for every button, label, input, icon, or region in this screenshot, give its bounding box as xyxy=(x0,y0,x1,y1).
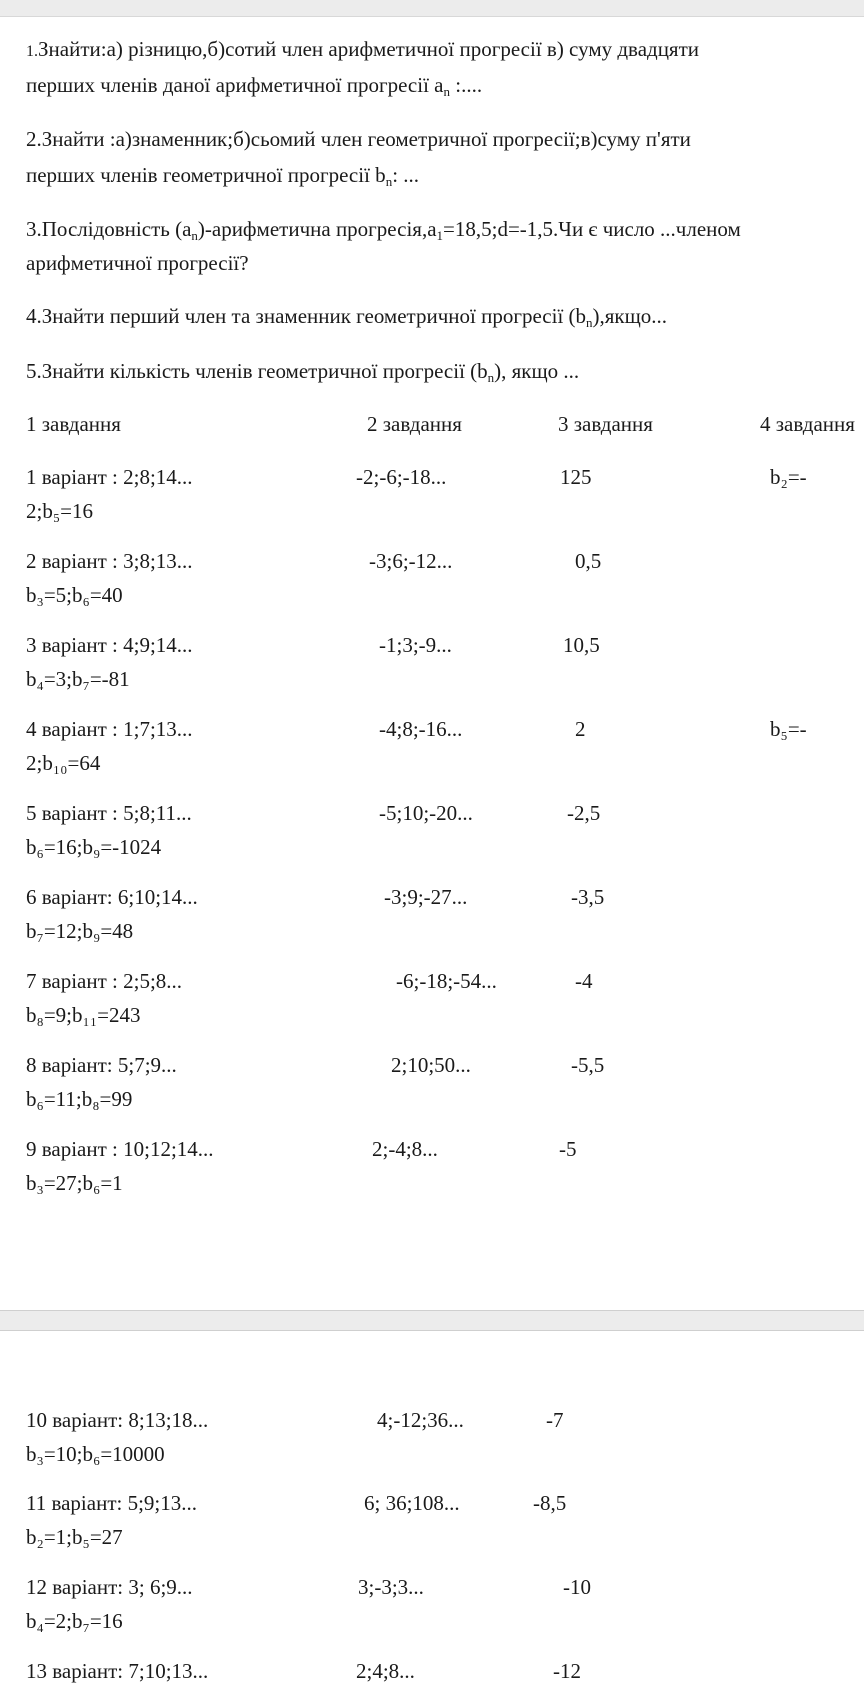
variant-5-task2: -5;10;-20... xyxy=(379,801,473,825)
variant-3-task4: b₄=3;b₇=-81 xyxy=(26,667,130,691)
variant-9-task4: b₃=27;b₆=1 xyxy=(26,1171,123,1195)
variant-10-task3: -7 xyxy=(546,1408,564,1432)
variant-6-task4: b₇=12;b₉=48 xyxy=(26,919,134,943)
variant-12-task4: b₄=2;b₇=16 xyxy=(26,1609,123,1633)
variant-2-task2: -3;6;-12... xyxy=(369,549,453,573)
variant-4-task4-b: 2;b₁₀=64 xyxy=(26,751,101,775)
header-task-3: 3 завдання xyxy=(558,412,653,436)
variant-12-task2: 3;-3;3... xyxy=(358,1575,424,1599)
variant-9-label: 9 варіант : 10;12;14... xyxy=(26,1137,214,1161)
variant-8-task4: b₆=11;b₈=99 xyxy=(26,1087,133,1111)
variant-5-task3: -2,5 xyxy=(567,801,601,825)
variant-2-task4: b₃=5;b₆=40 xyxy=(26,583,123,607)
variant-9-task2: 2;-4;8... xyxy=(372,1137,438,1161)
variant-1-task3: 125 xyxy=(560,465,592,489)
variant-11-task4: b₂=1;b₅=27 xyxy=(26,1525,123,1549)
variant-13-task2: 2;4;8... xyxy=(356,1659,415,1683)
variant-1-task2: -2;-6;-18... xyxy=(356,465,447,489)
variant-2-label: 2 варіант : 3;8;13... xyxy=(26,549,193,573)
variant-11-task3: -8,5 xyxy=(533,1491,567,1515)
variant-12-label: 12 варіант: 3; 6;9... xyxy=(26,1575,193,1599)
variant-12-task3: -10 xyxy=(563,1575,591,1599)
variant-4-task2: -4;8;-16... xyxy=(379,717,463,741)
variant-13-label: 13 варіант: 7;10;13... xyxy=(26,1659,209,1683)
variant-6-task2: -3;9;-27... xyxy=(384,885,468,909)
task-1-line-2: перших членів даної арифметичної прогресії $a_n$ :.... xyxy=(26,73,483,99)
task-2-line-2: перших членів геометричної прогресії $b_n$: ... xyxy=(26,163,420,189)
variant-4-task3: 2 xyxy=(575,717,586,741)
variant-10-task2: 4;-12;36... xyxy=(377,1408,464,1432)
variant-10-label: 10 варіант: 8;13;18... xyxy=(26,1408,209,1432)
header-task-1: 1 завдання xyxy=(26,412,121,436)
variant-2-task3: 0,5 xyxy=(575,549,602,573)
variant-8-task3: -5,5 xyxy=(571,1053,605,1077)
variant-7-task4: b₈=9;b₁₁=243 xyxy=(26,1003,141,1027)
variant-8-label: 8 варіант: 5;7;9... xyxy=(26,1053,177,1077)
task-5: 5.Знайти кількість членів геометричної прогресії $(b_n)$, якщо ... xyxy=(26,359,580,385)
task-3-line-1: 3.Послідовність $(a_n)$-арифметична $прогресія,a_1=18,5;d=-1,5.Чи$ є число ...членом xyxy=(26,217,741,243)
variant-6-task3: -3,5 xyxy=(571,885,605,909)
variant-3-label: 3 варіант : 4;9;14... xyxy=(26,633,193,657)
variant-7-label: 7 варіант : 2;5;8... xyxy=(26,969,183,993)
variant-1-task4-a: b₂=- xyxy=(770,465,807,489)
page-break xyxy=(0,1310,864,1331)
page-top-edge xyxy=(0,0,864,17)
variant-9-task3: -5 xyxy=(559,1137,577,1161)
task-2-line-1: 2.Знайти :а)знаменник;б)сьомий член геометричної прогресії;в)суму п'яти xyxy=(26,127,691,151)
variant-1-label: 1 варіант : 2;8;14... xyxy=(26,465,193,489)
header-task-2: 2 завдання xyxy=(367,412,462,436)
variant-4-label: 4 варіант : 1;7;13... xyxy=(26,717,193,741)
header-task-4: 4 завдання xyxy=(760,412,855,436)
variant-5-task4: b₆=16;b₉=-1024 xyxy=(26,835,162,859)
variant-7-task2: -6;-18;-54... xyxy=(396,969,497,993)
variant-11-label: 11 варіант: 5;9;13... xyxy=(26,1491,198,1515)
variant-3-task2: -1;3;-9... xyxy=(379,633,452,657)
task-4: 4.Знайти перший член та знаменник геометричної прогресії $(b_n),якщо$... xyxy=(26,304,668,330)
variant-8-task2: 2;10;50... xyxy=(391,1053,471,1077)
task-3-line-2: арифметичної прогресії? xyxy=(26,251,249,275)
variant-6-label: 6 варіант: 6;10;14... xyxy=(26,885,198,909)
variant-11-task2: 6; 36;108... xyxy=(364,1491,460,1515)
variant-7-task3: -4 xyxy=(575,969,593,993)
variant-10-task4: b₃=10;b₆=10000 xyxy=(26,1442,165,1466)
variant-13-task3: -12 xyxy=(553,1659,581,1683)
task-1-line-1: 1.Знайти:а) різницю,б)сотий член арифметичної прогресії в) суму двадцяти xyxy=(26,37,700,61)
task-1-number: 1. xyxy=(26,43,38,60)
variant-4-task4-a: b₅=- xyxy=(770,717,807,741)
variant-3-task3: 10,5 xyxy=(563,633,600,657)
variant-5-label: 5 варіант : 5;8;11... xyxy=(26,801,192,825)
variant-1-task4-b: 2;b₅=16 xyxy=(26,499,93,523)
